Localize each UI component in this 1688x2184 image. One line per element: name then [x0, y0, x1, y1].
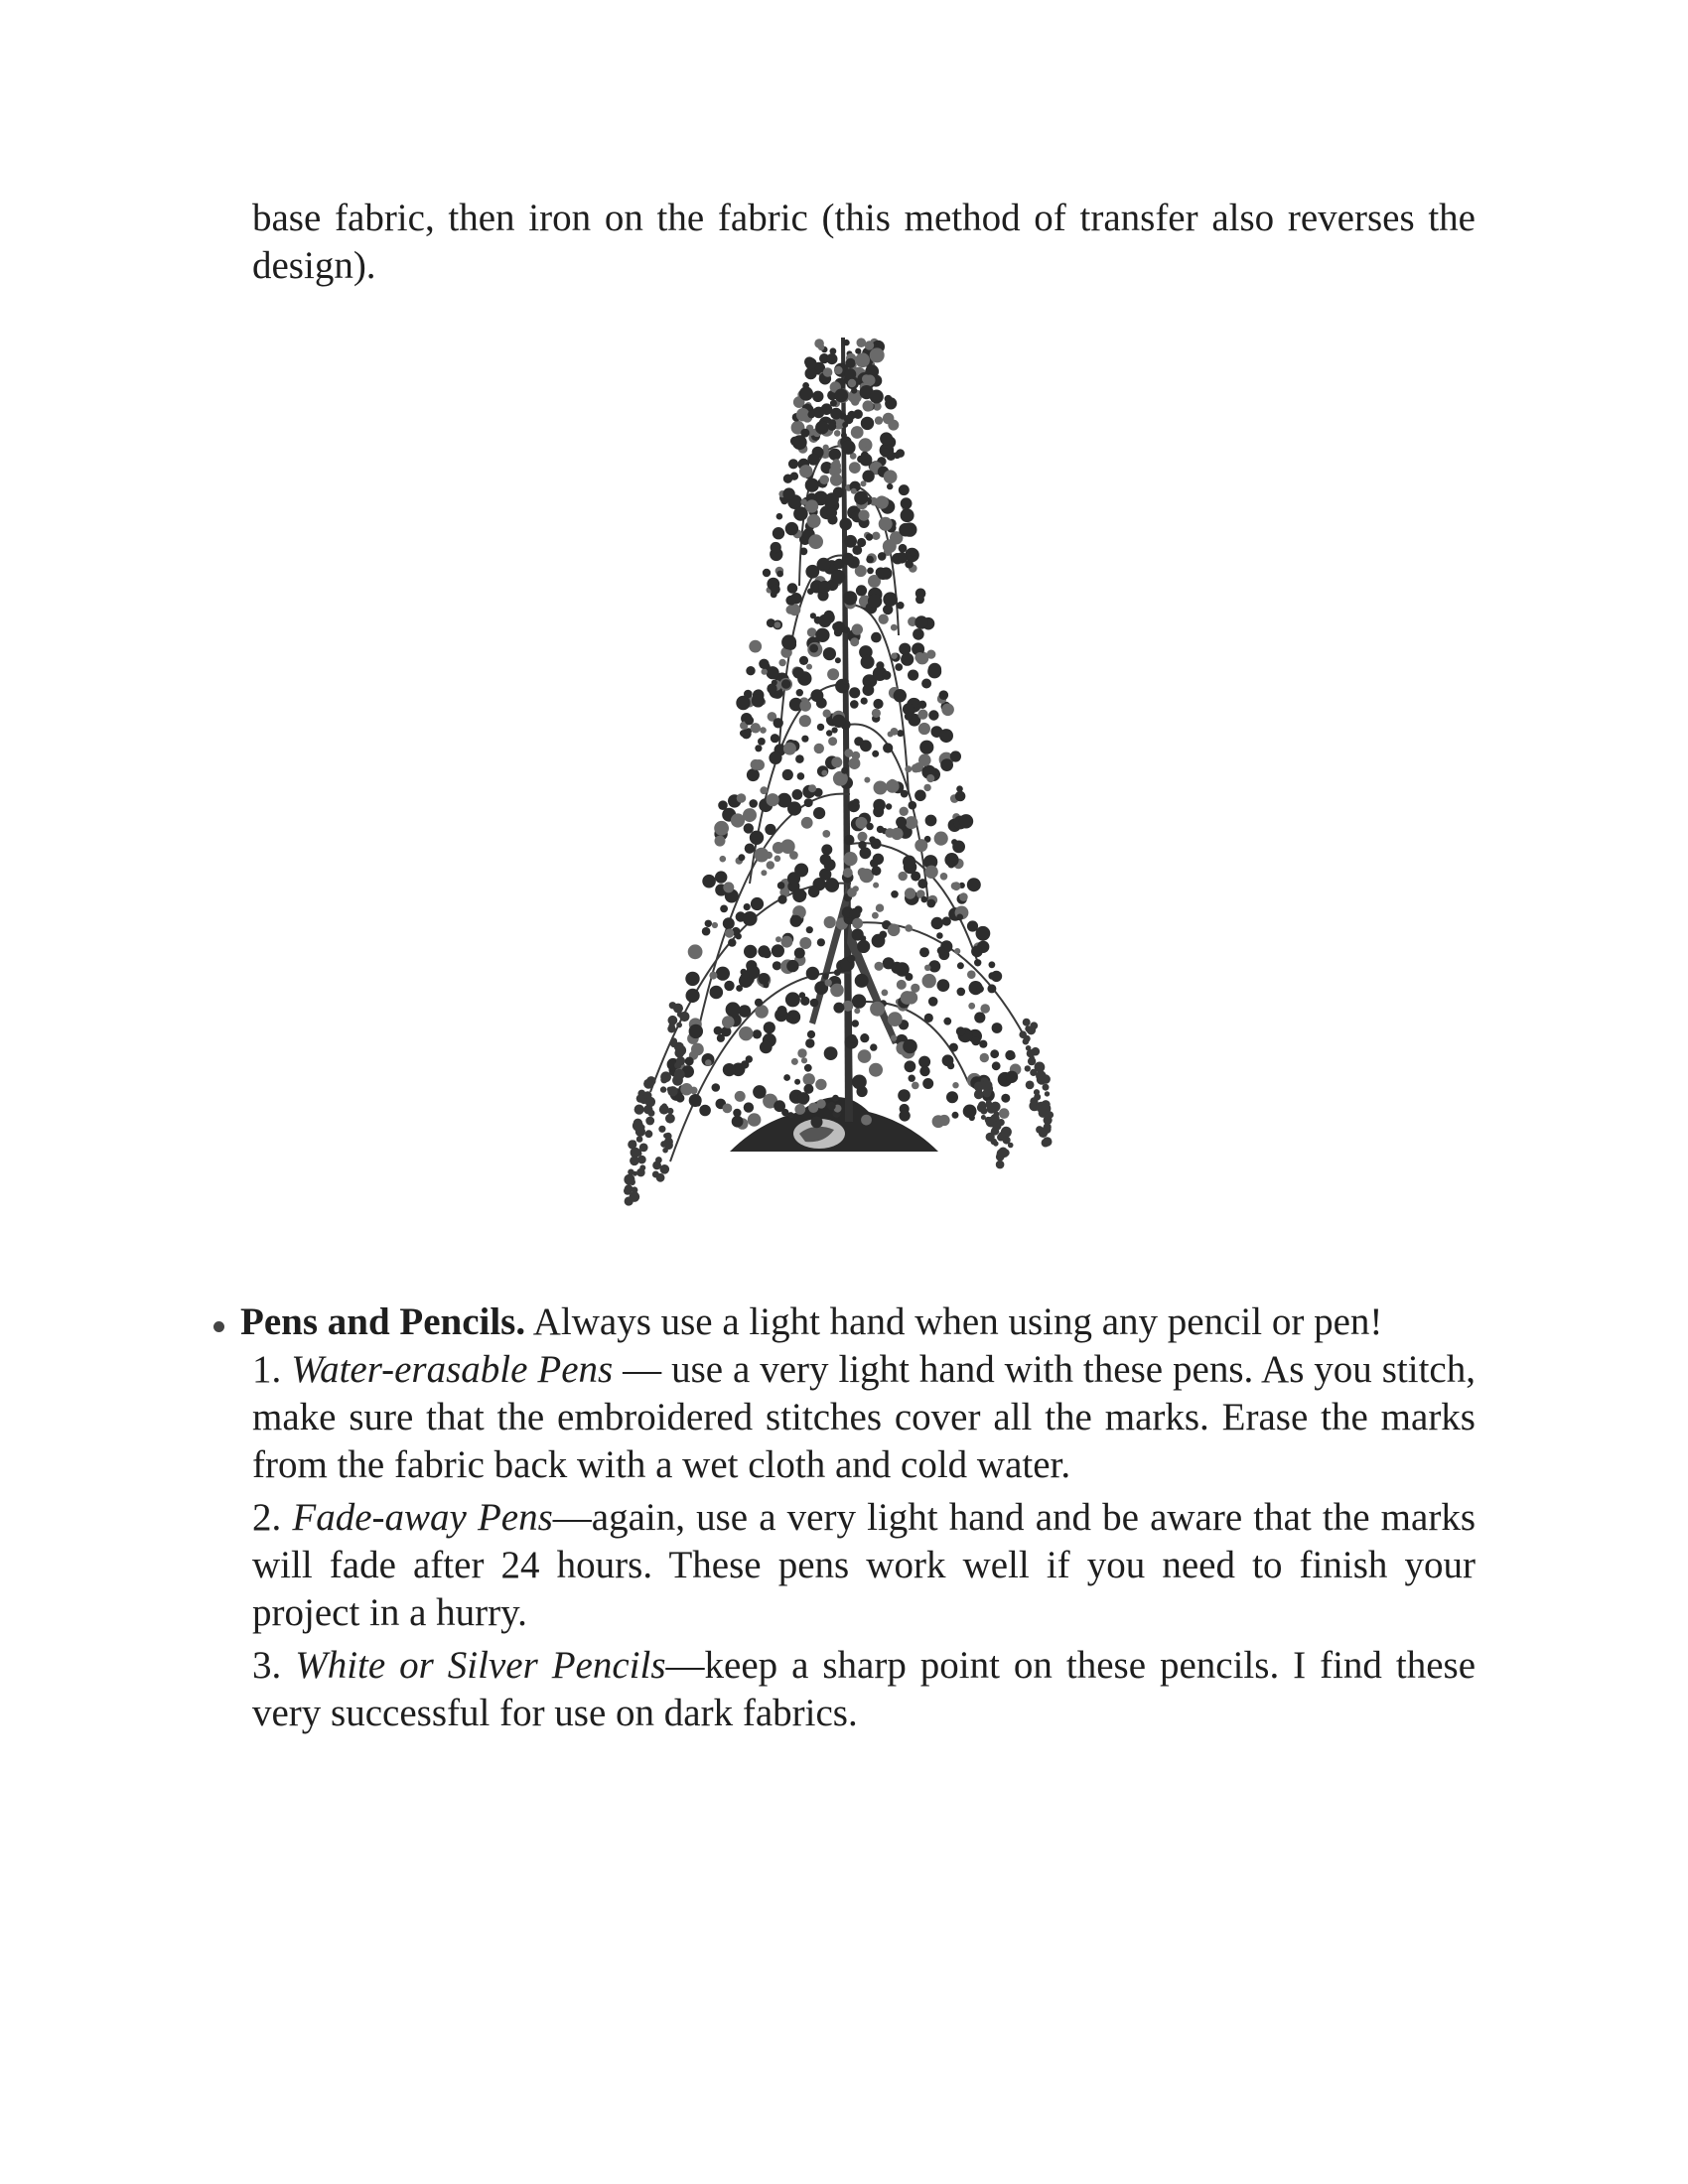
section-heading: Pens and Pencils. [240, 1300, 526, 1343]
item-term: Water-erasable Pens [291, 1348, 614, 1391]
bullet-icon [213, 1321, 224, 1332]
weeping-tree-illustration [611, 328, 1067, 1221]
intro-paragraph: base fabric, then iron on the fabric (this method of transfer also reverses the design). [252, 197, 1476, 287]
pens-and-pencils-section [211, 1298, 1476, 1742]
item-number: 2. [252, 1496, 293, 1539]
item-text: —keep a sharp point on these pencils. I find these very successful for use on dark fabrics. [252, 1644, 1477, 1734]
item-number: 1. [252, 1348, 292, 1391]
item-term: Fade-away Pens [292, 1496, 553, 1539]
section-lead [211, 1298, 1476, 1346]
list-item [252, 1642, 1476, 1737]
list-item [252, 1494, 1476, 1637]
section-lead-text: Always use a light hand when using any pencil or pen! [525, 1300, 1383, 1343]
item-text: —again, use a very light hand and be aware that the marks will fade after 24 hours. These pens work well if you need to finish your project in a hurry. [252, 1496, 1476, 1634]
list-item [252, 1346, 1476, 1489]
item-text: — use a very light hand with these pens. As you stitch, make sure that the embroidered stitches cover all the marks. Erase the marks from the fabric back with a wet cloth and cold water. [252, 1348, 1476, 1486]
item-term: White or Silver Pencils [295, 1644, 666, 1687]
tree-drawing [624, 338, 1054, 1206]
item-number: 3. [252, 1644, 296, 1687]
